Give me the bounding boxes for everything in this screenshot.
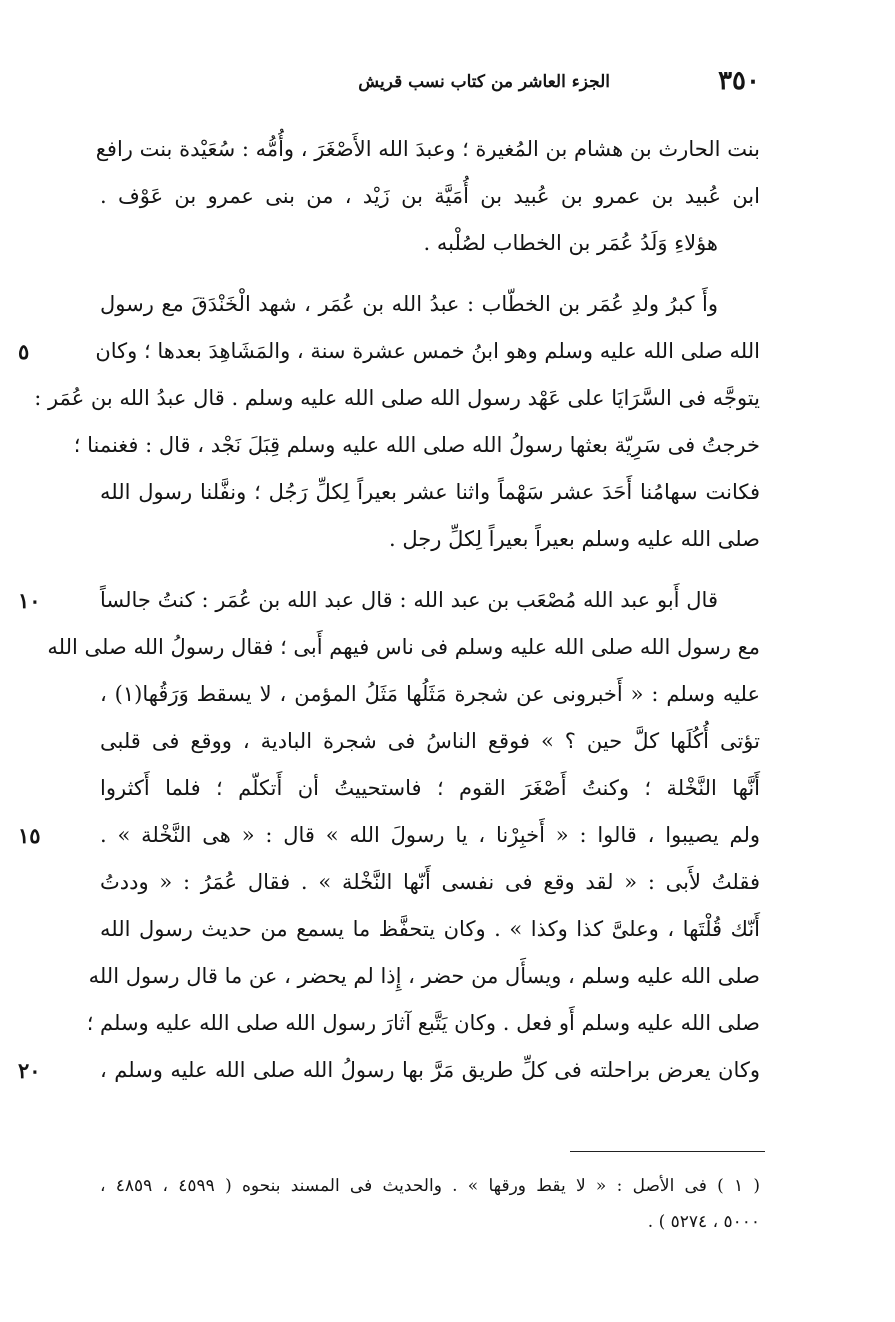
text-line: أَنَّها النَّخْلة ؛ وكنتُ أَصْغَرَ القوم ؛ فاستحييتُ أن أَتكلّم ؛ فلما أَكثروا [100,776,760,800]
text-line [18,328,760,375]
main-text [18,126,760,1094]
page-number: ٣٥٠ [718,66,760,96]
text-line [18,577,760,624]
text-line: أَنّك قُلْتَها ، وعلىَّ كذا وكذا » . وكان يتحفَّظ ما يسمع من حديث رسول الله [100,917,760,941]
text-line [18,812,760,859]
text-line: ابن عُبيد بن عمرو بن عُبيد بن أُمَيَّة بن زَيْد ، من بنى عمرو بن عَوْف . [100,184,760,208]
line-number-10: ١٠ [18,588,41,613]
text-line: فقلتُ لأَبى : « لقد وقع فى نفسى أَنّها النَّخْلة » . فقال عُمَرُ : « وددتُ [100,870,760,894]
footnote-separator [570,1151,765,1152]
text-line: بنت الحارث بن هشام بن المُغيرة ؛ وعبدَ الله الأَصْغَرَ ، وأُمُّه : سُعَيْدة بنت رافع [95,137,760,161]
text-line: خرجتُ فى سَرِيّة بعثها رسولُ الله صلى الله عليه وسلم قِبَلَ نَجْد ، قال : فغنمنا ؛ [73,433,760,457]
text-line: مع رسول الله صلى الله عليه وسلم فى ناس فيهم أَبى ؛ فقال رسولُ الله صلى الله [47,635,760,659]
text-line: تؤتى أُكُلَها كلَّ حين ؟ » فوقع الناسُ فى شجرة البادية ، ووقع فى قلبى [100,729,760,753]
text-line: يتوجَّه فى السَّرَايَا على عَهْد رسول الله صلى الله عليه وسلم . قال عبدُ الله بن عُمَر : [34,386,760,410]
text-line: عليه وسلم : « أَخبرونى عن شجرة مَثَلُها مَثَلُ المؤمن ، لا يسقط وَرَقُها(١) ، [100,682,760,706]
footnote-line: ٥٠٠٠ ، ٥٢٧٤ ) . [647,1212,760,1232]
text-line: صلى الله عليه وسلم أَو فعل . وكان يَتَّبع آثارَ رسول الله صلى الله عليه وسلم ؛ [86,1011,760,1035]
page-header [300,66,760,100]
text-line-content: الله صلى الله عليه وسلم وهو ابنُ خمس عشرة سنة ، والمَشَاهِدَ بعدها ؛ وكان [95,339,760,363]
text-line: وأَ كبرُ ولدِ عُمَر بن الخطّاب : عبدُ الله بن عُمَر ، شهد الْخَنْدَقَ مع رسول [100,292,718,316]
line-number-5: ٥ [18,339,30,364]
text-line-content: قال أَبو عبد الله مُصْعَب بن عبد الله : قال عبد الله بن عُمَر : كنتُ جالساً [100,588,718,612]
text-line-content: وكان يعرض براحلته فى كلِّ طريق مَرَّ بها رسولُ الله صلى الله عليه وسلم ، [100,1058,760,1082]
paragraph-1 [95,126,760,267]
text-line: صلى الله عليه وسلم ، ويسأَل من حضر ، إِذا لم يحضر ، عن ما قال رسول الله [88,964,760,988]
paragraph-3 [18,577,760,1094]
line-number-20: ٢٠ [18,1058,41,1083]
text-line: هؤلاءِ وَلَدُ عُمَر بن الخطاب لصُلْبه . [423,231,718,255]
text-line: فكانت سهامُنا أَحَدَ عشر سَهْماً واثنا عشر بعيراً لِكلِّ رَجُل ؛ ونفَّلنا رسول الله [100,480,760,504]
footnote [100,1168,760,1240]
text-line: صلى الله عليه وسلم بعيراً بعيراً لِكلِّ رجل . [389,527,760,551]
paragraph-2 [18,281,760,563]
footnote-line: ( ١ ) فى الأصل : « لا يقط ورقها » . والحديث فى المسند بنحوه ( ٤٥٩٩ ، ٤٨٥٩ ، [100,1176,761,1196]
line-number-15: ١٥ [18,823,41,848]
running-title: الجزء العاشر من كتاب نسب قريش [358,72,610,92]
text-line-content: ولم يصيبوا ، قالوا : « أَخبِرْنا ، يا رسولَ الله » قال : « هى النَّخْلة » . [100,823,760,847]
text-line [18,1047,760,1094]
